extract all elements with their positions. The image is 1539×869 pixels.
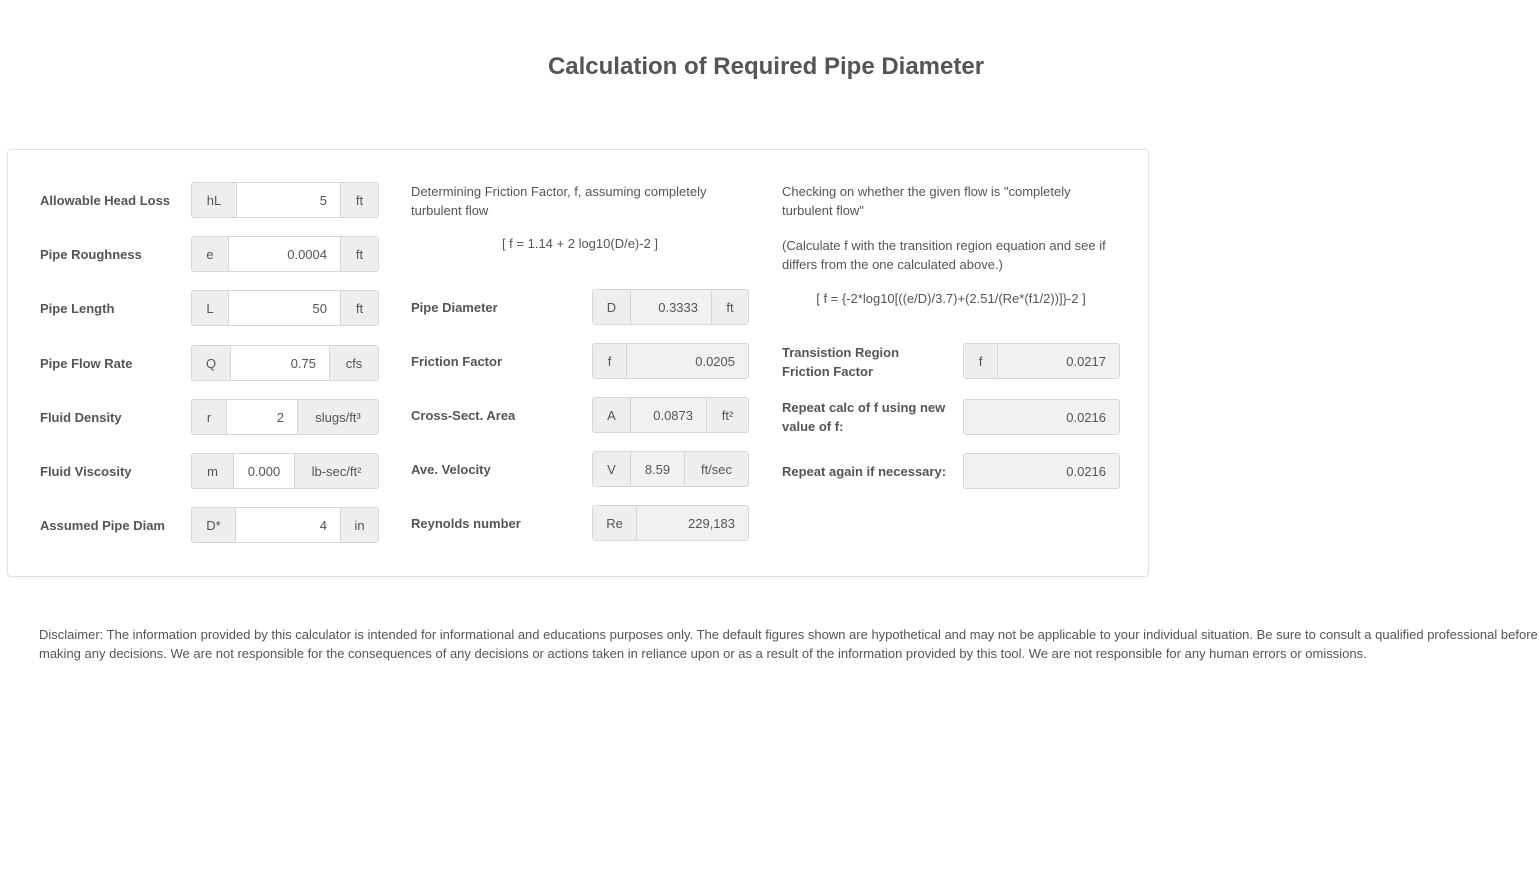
turbulence-check-heading: Checking on whether the given flow is "completely turbulent flow" — [782, 184, 1071, 218]
label-allowable-head-loss: Allowable Head Loss — [40, 193, 171, 208]
reynolds-number-group — [592, 505, 749, 541]
label-ave-velocity: Ave. Velocity — [411, 462, 491, 477]
roughness-symbol: e — [192, 237, 229, 271]
page-title: Calculation of Required Pipe Diameter — [547, 53, 985, 80]
roughness-group — [191, 236, 379, 272]
pipe-length-symbol: L — [192, 291, 229, 325]
label-pipe-flow-rate: Pipe Flow Rate — [40, 356, 133, 371]
label-cross-sect-area: Cross-Sect. Area — [411, 408, 516, 423]
flow-rate-group — [191, 345, 379, 381]
label-transition-friction-factor: Transistion Region Friction Factor — [782, 345, 900, 379]
transition-f-symbol: f — [964, 344, 998, 378]
label-pipe-roughness: Pipe Roughness — [40, 247, 142, 262]
label-assumed-pipe-diam: Assumed Pipe Diam — [40, 518, 165, 533]
pipe-diameter-symbol: D — [593, 290, 631, 324]
friction-factor-symbol: f — [593, 344, 627, 378]
pipe-length-group — [191, 290, 379, 326]
reynolds-number-output — [637, 506, 748, 540]
pipe-diameter-unit: ft — [711, 290, 748, 324]
flow-rate-input[interactable] — [231, 346, 329, 380]
cross-sect-area-output — [631, 398, 706, 432]
head-loss-symbol: hL — [192, 183, 237, 217]
fluid-density-unit: slugs/ft³ — [297, 400, 378, 434]
label-repeat-again: Repeat again if necessary: — [782, 464, 947, 479]
assumed-diam-input[interactable] — [236, 508, 340, 542]
fluid-density-symbol: r — [192, 400, 227, 434]
disclaimer: Disclaimer: The information provided by this calculator is intended for informational and educations purposes only. The default figures shown are hypothetical and may not be applicable to your individual situation. Be sure to consult a qualified professional before making any decisions. We are not responsible for the consequences of any decisions or actions taken in reliance upon or as a result of the information provided by this tool. We are not responsible for any human errors or omissions. — [39, 627, 1538, 661]
repeat-again-output — [964, 454, 1119, 488]
transition-f-group — [963, 343, 1120, 379]
assumed-diam-symbol: D* — [192, 508, 236, 542]
head-loss-unit: ft — [340, 183, 378, 217]
pipe-length-unit: ft — [340, 291, 378, 325]
repeat-again-group — [963, 453, 1120, 489]
ave-velocity-symbol: V — [593, 452, 631, 486]
transition-f-output — [998, 344, 1119, 378]
fluid-viscosity-group — [191, 453, 379, 489]
label-fluid-density: Fluid Density — [40, 410, 122, 425]
flow-rate-symbol: Q — [192, 346, 231, 380]
pipe-diameter-output — [631, 290, 711, 324]
cross-sect-area-symbol: A — [593, 398, 631, 432]
repeat-calc-group — [963, 399, 1120, 435]
label-reynolds-number: Reynolds number — [411, 516, 521, 531]
transition-note: (Calculate f with the transition region equation and see if differs from the one calculated above.) — [782, 238, 1106, 272]
label-repeat-calc: Repeat calc of f using new value of f: — [782, 400, 946, 434]
friction-factor-group — [592, 343, 749, 379]
ave-velocity-unit: ft/sec — [684, 452, 748, 486]
label-pipe-length: Pipe Length — [40, 301, 115, 316]
flow-rate-unit: cfs — [329, 346, 378, 380]
roughness-input[interactable] — [229, 237, 340, 271]
assumed-diam-unit: in — [340, 508, 378, 542]
fluid-viscosity-symbol: m — [192, 454, 234, 488]
label-friction-factor: Friction Factor — [411, 354, 503, 369]
label-fluid-viscosity: Fluid Viscosity — [40, 464, 132, 479]
label-pipe-diameter: Pipe Diameter — [411, 300, 498, 315]
cross-sect-area-unit: ft² — [706, 398, 748, 432]
fluid-viscosity-unit: lb-sec/ft² — [294, 454, 378, 488]
friction-factor-output — [627, 344, 748, 378]
ave-velocity-output — [631, 452, 684, 486]
head-loss-input[interactable] — [237, 183, 340, 217]
pipe-length-input[interactable] — [229, 291, 340, 325]
friction-factor-heading: Determining Friction Factor, f, assuming completely turbulent flow — [411, 184, 707, 218]
fluid-density-input[interactable] — [227, 400, 297, 434]
cross-sect-area-group — [592, 397, 749, 433]
repeat-calc-output — [964, 400, 1119, 434]
pipe-diameter-group — [592, 289, 749, 325]
transition-formula: [ f = {-2*log10[((e/D)/3.7)+(2.51/(Re*(f1/2))]}-2 ] — [816, 291, 1086, 306]
assumed-diam-group — [191, 507, 379, 543]
ave-velocity-group — [592, 451, 749, 487]
reynolds-number-symbol: Re — [593, 506, 637, 540]
turbulent-formula: [ f = 1.14 + 2 log10(D/e)-2 ] — [501, 236, 659, 251]
fluid-density-group — [191, 399, 379, 435]
fluid-viscosity-input[interactable] — [234, 454, 294, 488]
roughness-unit: ft — [340, 237, 378, 271]
head-loss-group — [191, 182, 379, 218]
